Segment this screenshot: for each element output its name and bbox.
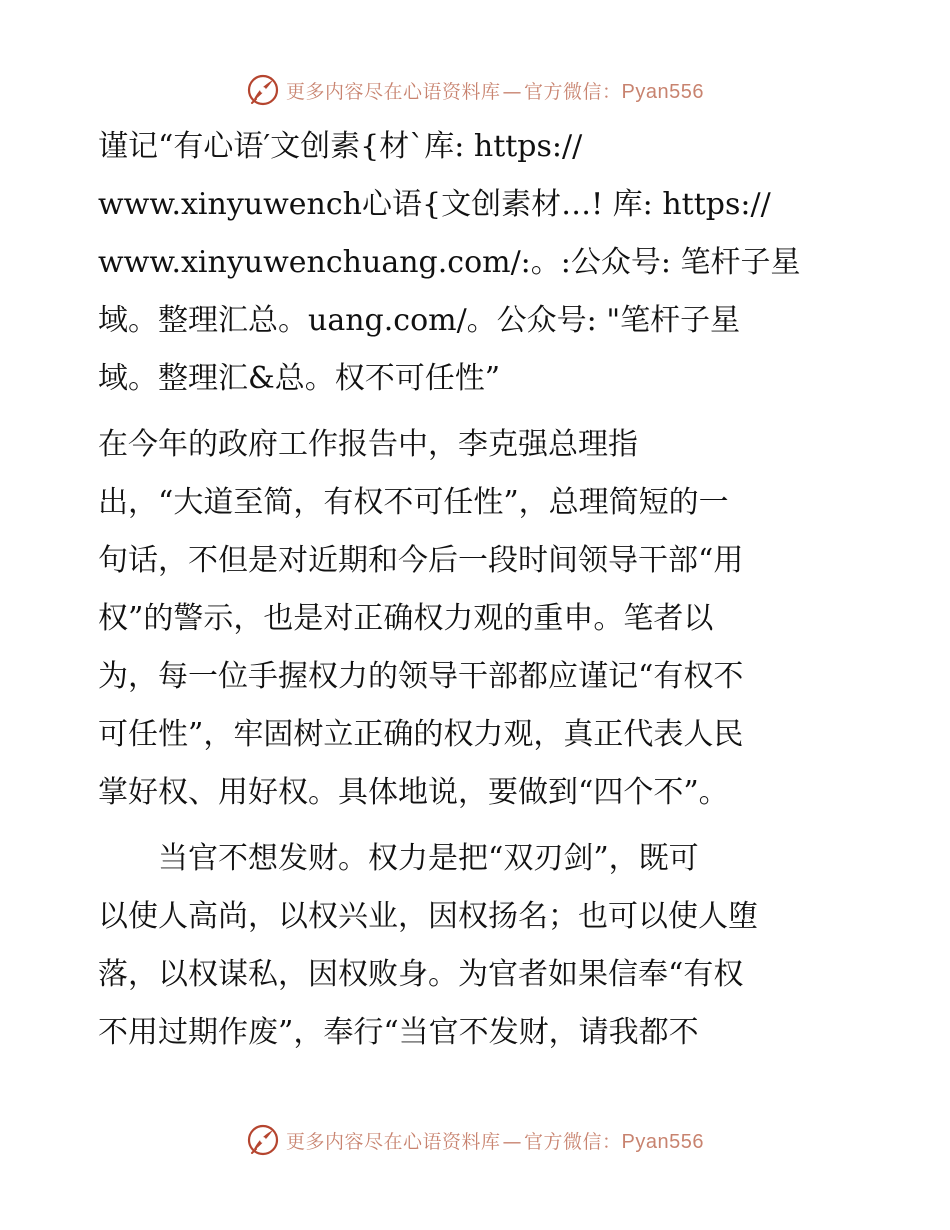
- document-body: [98, 118, 858, 1062]
- banner-inner: [246, 1123, 704, 1157]
- banner-separator: —: [502, 80, 523, 103]
- quill-pen-logo-icon: [246, 1123, 280, 1157]
- text-line: 不用过期作废”，奉行“当官不发财，请我都不: [98, 1015, 699, 1050]
- banner-separator: —: [502, 1130, 523, 1153]
- banner-title: 更多内容尽在心语资料库: [286, 1130, 501, 1153]
- paragraph-3: [98, 830, 858, 1062]
- text-line: 落，以权谋私，因权败身。为官者如果信奉“有权: [98, 957, 744, 992]
- wechat-label: 官方微信：: [524, 1130, 622, 1153]
- banner-title: 更多内容尽在心语资料库: [286, 80, 501, 103]
- text-line: 句话，不但是对近期和今后一段时间领导干部“用: [98, 543, 744, 578]
- text-line: 出，“大道至简，有权不可任性”，总理简短的一: [98, 485, 729, 520]
- wechat-id: Pyan556: [621, 80, 704, 103]
- text-line: www.xinyuwench心语{文创素材…! 库: https://: [98, 187, 771, 222]
- text-line: 为，每一位手握权力的领导干部都应谨记“有权不: [98, 659, 744, 694]
- banner-inner: [246, 73, 704, 107]
- text-line: 权”的警示，也是对正确权力观的重申。笔者以: [98, 601, 714, 636]
- text-line: 在今年的政府工作报告中，李克强总理指: [98, 427, 638, 462]
- header-banner: [0, 70, 950, 110]
- footer-banner: [0, 1120, 950, 1160]
- paragraph-1: [98, 118, 858, 408]
- banner-caption: [286, 1127, 704, 1154]
- wechat-id: Pyan556: [621, 1130, 704, 1153]
- text-line: www.xinyuwenchuang.com/:。:公众号: 笔杆子星: [98, 245, 801, 280]
- text-line: 域。整理汇总。uang.com/。公众号: "笔杆子星: [98, 303, 741, 338]
- paragraph-2: [98, 416, 858, 822]
- text-line: 域。整理汇&总。权不可任性”: [98, 361, 501, 396]
- wechat-label: 官方微信：: [524, 80, 622, 103]
- banner-caption: [286, 77, 704, 104]
- text-line: 当官不想发财。权力是把“双刃剑”，既可: [98, 841, 699, 876]
- text-line: 以使人高尚，以权兴业，因权扬名；也可以使人堕: [98, 899, 758, 934]
- text-line: 掌好权、用好权。具体地说，要做到“四个不”。: [98, 775, 729, 810]
- text-line: 可任性”，牢固树立正确的权力观，真正代表人民: [98, 717, 744, 752]
- quill-pen-logo-icon: [246, 73, 280, 107]
- text-line: 谨记“有心语′文创素{材`库: https://: [98, 129, 583, 164]
